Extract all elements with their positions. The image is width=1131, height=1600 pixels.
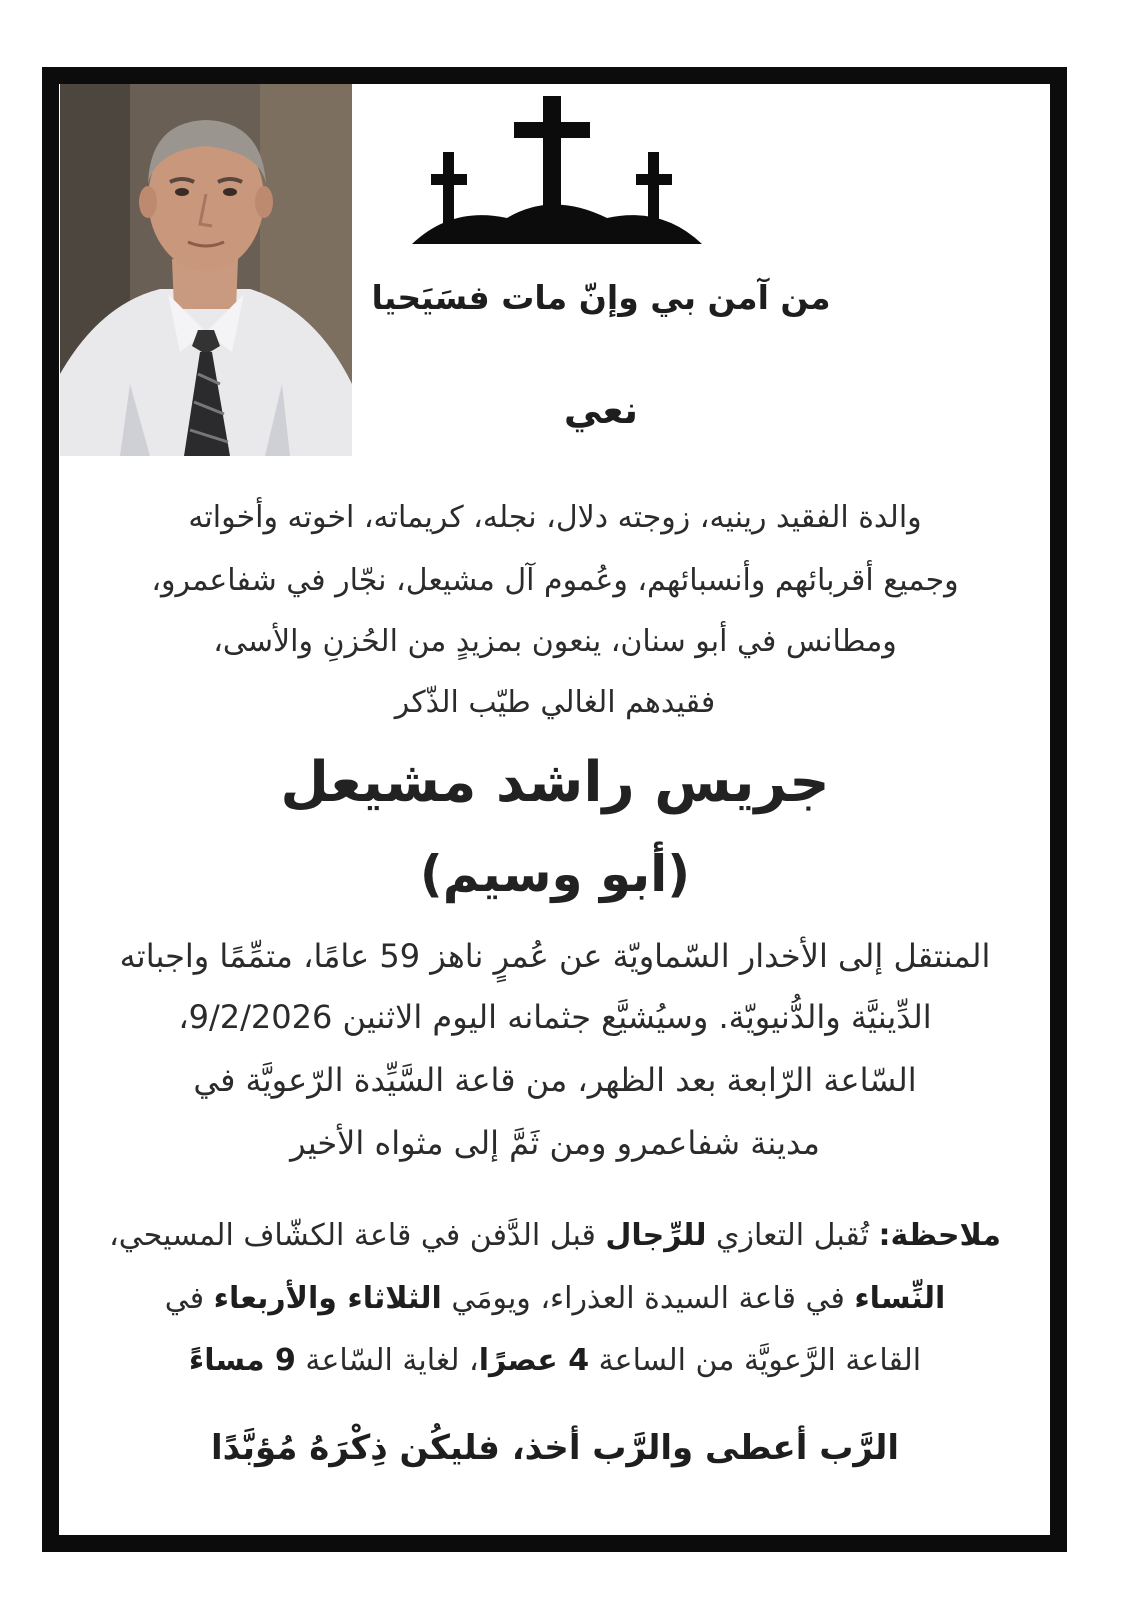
funeral-line: المنتقل إلى الأخدار السّماويّة عن عُمرٍ ناهز 59 عامًا، متمِّمًا واجباته: [119, 937, 991, 975]
note-emphasis: الثلاثاء والأربعاء: [213, 1281, 442, 1316]
three-crosses-on-hill-icon: [412, 96, 702, 248]
announcement-line: والدة الفقيد رينيه، زوجته دلال، نجله، كريماته، اخوته وأخواته: [188, 500, 922, 535]
note-emphasis: 9 مساءً: [188, 1343, 296, 1378]
announcement-line: فقيدهم الغالي طيّب الذّكر: [394, 685, 716, 720]
funeral-line: مدينة شفاعمرو ومن ثَمَّ إلى مثواه الأخير: [290, 1124, 820, 1162]
note-emphasis: 4 عصرًا: [478, 1343, 590, 1378]
funeral-line: السّاعة الرّابعة بعد الظهر، من قاعة السَّيِّدة الرّعويَّة في: [193, 1061, 917, 1099]
note-text: القاعة الرَّعويَّة من الساعة: [589, 1343, 922, 1378]
note-text: في: [164, 1281, 214, 1316]
note-emphasis: النِّساء: [854, 1281, 946, 1316]
deceased-name: جريس راشد مشيعل: [280, 750, 830, 815]
note-emphasis: للرِّجال: [605, 1218, 707, 1253]
announcement-line: وجميع أقربائهم وأنسبائهم، وعُموم آل مشيعل، نجّار في شفاعمرو،: [151, 563, 959, 598]
announcement-line: ومطانس في أبو سنان، ينعون بمزيدٍ من الحُزنِ والأسى،: [213, 624, 897, 659]
note-text: قبل الدَّفن في قاعة الكشّاف المسيحي،: [109, 1218, 606, 1253]
condolence-note-line-3: [60, 1343, 1050, 1378]
funeral-line: الدِّينيَّة والدُّنيويّة. وسيُشيَّع جثمانه اليوم الاثنين 9/2/2026،: [178, 998, 932, 1036]
closing-verse: الرَّب أعطى والرَّب أخذ، فليكُن ذِكْرَهُ مُؤبَّدًا: [210, 1428, 899, 1468]
scripture-motto: من آمن بي وإنّ مات فسَيَحيا: [371, 278, 831, 317]
note-text: في قاعة السيدة العذراء، ويومَي: [441, 1281, 855, 1316]
condolence-note-line-1: [60, 1218, 1050, 1253]
notice-heading: نعي: [563, 388, 639, 432]
note-label: ملاحظة:: [878, 1218, 1001, 1253]
condolence-note-line-2: [60, 1281, 1050, 1316]
note-text: تُقبل التعازي: [706, 1218, 879, 1253]
note-text: ، لغاية السّاعة: [295, 1343, 479, 1378]
deceased-kunya: (أبو وسيم): [419, 845, 691, 903]
deceased-portrait: [60, 84, 352, 456]
